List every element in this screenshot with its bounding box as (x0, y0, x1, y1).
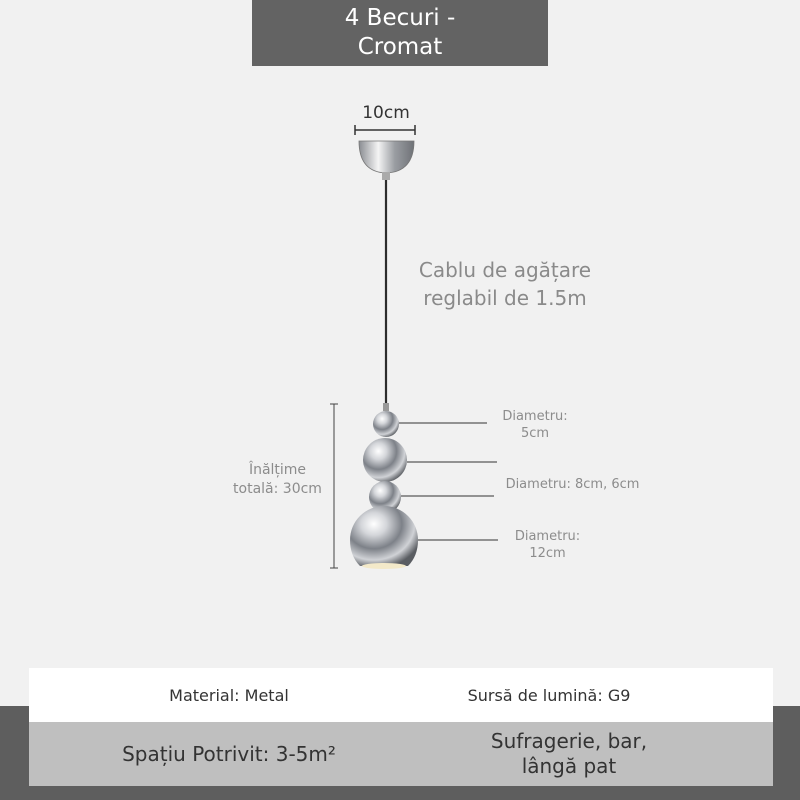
top-width-dimension-line (355, 125, 415, 135)
material-spec: Material: Metal (169, 685, 289, 705)
diameter-1-line-2: 5cm (520, 426, 550, 441)
diameter-label-middle: Diametru: 8cm, 6cm (505, 477, 640, 492)
cable-length-label (385, 256, 625, 312)
rooms-line-2: lângă pat (521, 754, 617, 778)
light-source-spec: Sursă de lumină: G9 (467, 685, 631, 705)
total-height-label (205, 461, 350, 499)
cable-label-line-2: reglabil de 1.5m (423, 286, 587, 310)
title-line-1: 4 Becuri - (344, 5, 456, 31)
diameter-3-line-2: 12cm (529, 546, 566, 561)
specs-row-1 (29, 668, 773, 722)
title-line-2: Cromat (357, 34, 443, 60)
rooms-line-1: Sufragerie, bar, (490, 729, 648, 753)
ceiling-canopy (359, 141, 414, 173)
cable-label-line-1: Cablu de agățare (418, 258, 592, 282)
suitable-space-spec: Spațiu Potrivit: 3-5m² (122, 742, 336, 766)
sphere-medium (363, 438, 407, 482)
diameter-3-line-1: Diametru: (514, 529, 581, 544)
cable-grip (383, 403, 389, 411)
bulb-opening (362, 563, 406, 569)
height-line-1: Înălțime (248, 462, 307, 478)
sphere-large-bottom (350, 506, 418, 566)
specs-row-2 (29, 722, 773, 786)
diameter-label-bottom (500, 528, 595, 562)
diameter-1-line-1: Diametru: (502, 409, 568, 424)
top-width-label: 10cm (362, 103, 410, 123)
specs-table (29, 668, 773, 786)
canopy-clamp (382, 172, 390, 180)
diameter-label-top (490, 408, 580, 442)
rooms-spec (399, 722, 739, 786)
height-line-2: totală: 30cm (233, 481, 322, 497)
sphere-small-top (373, 411, 399, 437)
